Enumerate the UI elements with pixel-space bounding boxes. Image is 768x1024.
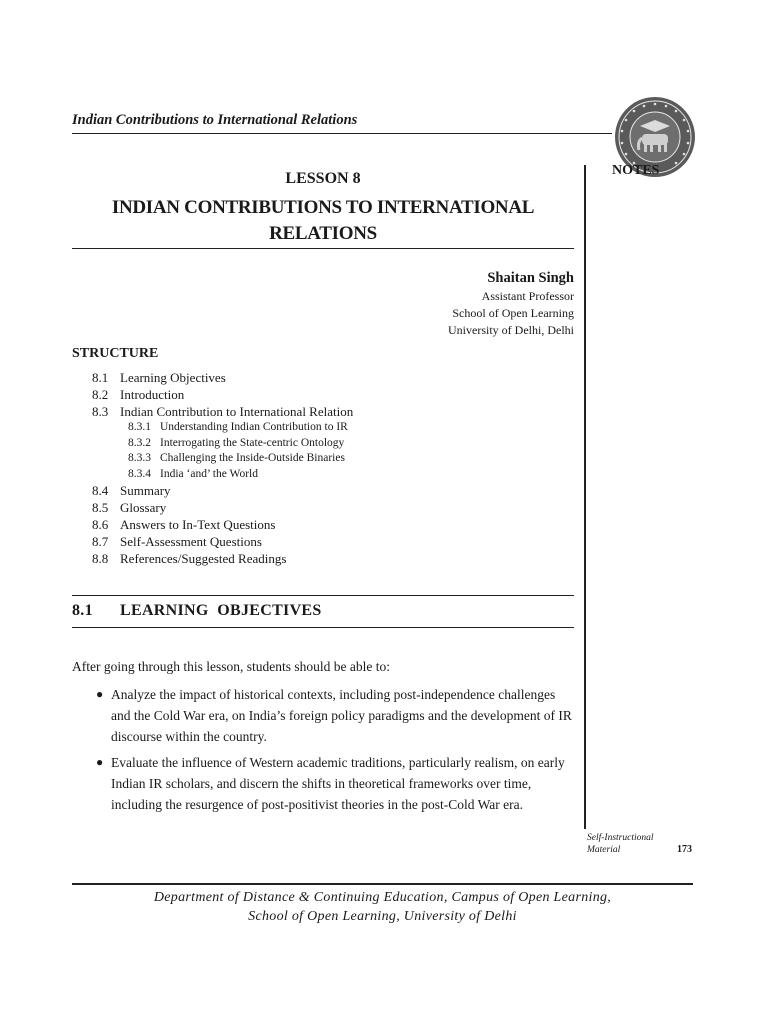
objective-text: Analyze the impact of historical contexts, including post-independence challenges and the Cold War era, on India’s foreign policy paradigms and the development of IR discourse within the country. — [111, 687, 572, 744]
notes-label: NOTES — [612, 163, 660, 178]
structure-item-label: Self-Assessment Questions — [120, 534, 262, 549]
author-school: School of Open Learning — [452, 306, 574, 320]
structure-item-label: Learning Objectives — [120, 370, 226, 385]
objectives-list — [96, 684, 574, 820]
structure-subitem — [92, 451, 353, 467]
section-number: 8.1 — [72, 602, 93, 619]
structure-item-number: 8.6 — [92, 517, 109, 532]
title-rule — [72, 248, 574, 249]
structure-item-number: 8.3.4 — [128, 467, 151, 480]
side-note-line1: Self-Instructional — [587, 833, 654, 843]
margin-rule — [584, 165, 586, 829]
structure-item-number: 8.7 — [92, 534, 109, 549]
section-rule-bottom — [72, 627, 574, 628]
structure-item — [92, 533, 353, 550]
running-head: Indian Contributions to International Relations — [72, 112, 358, 128]
structure-heading: STRUCTURE — [72, 346, 159, 361]
header-rule — [72, 133, 612, 134]
structure-item — [92, 386, 353, 403]
author-university: University of Delhi, Delhi — [448, 323, 574, 337]
structure-item-number: 8.2 — [92, 387, 109, 402]
structure-subitem — [92, 467, 353, 483]
structure-subitem — [92, 420, 353, 436]
structure-item-number: 8.1 — [92, 370, 109, 385]
author-name: Shaitan Singh — [487, 270, 574, 286]
structure-item — [92, 403, 353, 420]
intro-paragraph: After going through this lesson, students should be able to: — [72, 659, 390, 674]
structure-item-number: 8.4 — [92, 483, 109, 498]
structure-item-label: Answers to In-Text Questions — [120, 517, 276, 532]
bullet-icon: ● — [96, 755, 104, 769]
structure-item — [92, 369, 353, 386]
structure-item — [92, 516, 353, 533]
structure-item-label: Indian Contribution to International Relation — [120, 404, 354, 419]
author-designation: Assistant Professor — [481, 289, 574, 303]
structure-item-label: Understanding Indian Contribution to IR — [160, 421, 348, 433]
section-rule-top — [72, 595, 574, 596]
structure-item-label: References/Suggested Readings — [120, 551, 287, 566]
author-block — [300, 268, 574, 339]
structure-item — [92, 482, 353, 499]
structure-item — [92, 499, 353, 516]
structure-subitem — [92, 436, 353, 452]
bullet-icon: ● — [96, 687, 104, 701]
section-heading — [72, 602, 322, 620]
structure-item-number: 8.3.2 — [128, 436, 151, 449]
structure-item-label: India ‘and’ the World — [160, 467, 258, 480]
lesson-number: LESSON 8 — [285, 170, 361, 187]
footer-rule — [72, 883, 693, 885]
structure-item-number: 8.3.1 — [128, 421, 151, 433]
objective-item — [96, 752, 574, 815]
structure-item-number: 8.3 — [92, 404, 109, 419]
structure-item-number: 8.8 — [92, 551, 109, 566]
footer-line1: Department of Distance & Continuing Education, Campus of Open Learning, — [153, 890, 612, 905]
footer-line2: School of Open Learning, University of Delhi — [248, 909, 517, 924]
page-number: 173 — [677, 844, 692, 855]
side-note-line2: Material — [587, 845, 621, 855]
structure-item-label: Introduction — [120, 387, 185, 402]
structure-item-label: Challenging the Inside-Outside Binaries — [160, 452, 345, 464]
structure-list — [92, 369, 353, 567]
structure-item — [92, 550, 353, 567]
section-title: LEARNING OBJECTIVES — [120, 602, 322, 619]
structure-item-label: Summary — [120, 483, 171, 498]
objective-item — [96, 684, 574, 747]
lesson-title: INDIAN CONTRIBUTIONS TO INTERNATIONAL RELATIONS — [111, 197, 535, 244]
footer — [72, 888, 693, 926]
structure-item-number: 8.3.3 — [128, 452, 151, 464]
structure-item-label: Interrogating the State-centric Ontology — [160, 436, 345, 449]
objective-text: Evaluate the influence of Western academic traditions, particularly realism, on early Indian IR scholars, and discern the shifts in theoretical frameworks over time, including the resurgence of post-positivist theories in the post-Cold War era. — [111, 755, 565, 812]
structure-item-number: 8.5 — [92, 500, 109, 515]
structure-item-label: Glossary — [120, 500, 167, 515]
